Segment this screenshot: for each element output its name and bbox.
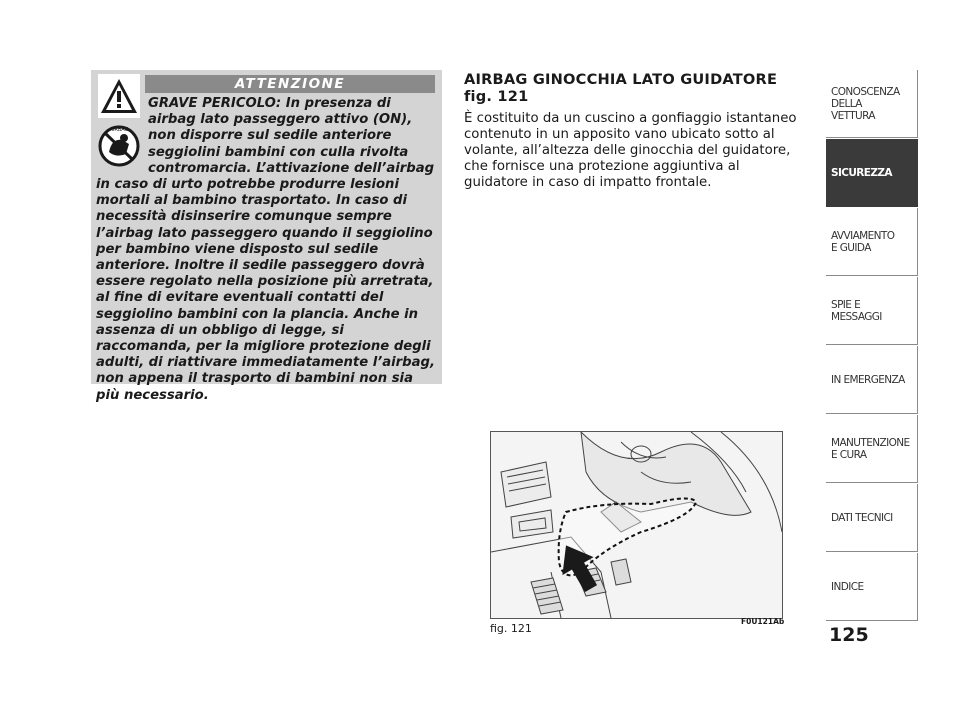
- warning-body: : In presenza di airbag lato passeggero attivo (ON), non disporre sul sedile anteriore seggiolini bambini con culla rivolta contromarcia. L’attivazione dell’airbag in caso di urto potrebbe produrre lesioni mortali al bambino trasportato. In caso di necessità disinserire comunque sempre l’airbag lato passeggero quando il seggiolino per bambino viene disposto sul sedile anteriore. Inoltre il sedile passeggero dovrà essere regolato nella posizione più arretrata, al fine di evitare eventuali contatti del seggiolino bambini con la plancia. Anche in assenza di un obbligo di legge, si raccomanda, per la migliore protezione degli adulti, di riattivare immediatamente l’airbag, non appena il trasporto di bambini non sia più necessario.: [96, 96, 435, 403]
- tab-dati-tecnici[interactable]: DATI TECNICI: [826, 484, 918, 552]
- tab-conoscenza-della-vettura[interactable]: CONOSCENZA DELLA VETTURA: [826, 70, 918, 138]
- tab-spie-e-messaggi[interactable]: SPIE E MESSAGGI: [826, 277, 918, 345]
- tab-sicurezza[interactable]: SICUREZZA: [826, 139, 918, 207]
- page-number: 125: [829, 624, 869, 646]
- section-title: [464, 71, 804, 105]
- tab-manutenzione-e-cura[interactable]: MANUTENZIONE E CURA: [826, 415, 918, 483]
- section-body: È costituito da un cuscino a gonfiaggio istantaneo contenuto in un apposito vano ubicato sotto al volante, all’altezza delle ginocchia del guidatore, che fornisce una protezione aggiuntiva al guidatore in caso di impatto frontale.: [464, 111, 797, 190]
- knee-airbag-figure: [490, 431, 783, 619]
- warning-lead: GRAVE PERICOLO: [148, 96, 276, 111]
- tab-in-emergenza[interactable]: IN EMERGENZA: [826, 346, 918, 414]
- airbag-icon-label: AIRBAG: [109, 127, 129, 133]
- section-title-line1: AIRBAG GINOCCHIA LATO GUIDATORE: [464, 71, 778, 88]
- figure-code: F0U121Ab: [741, 617, 785, 626]
- figure-caption: fig. 121: [490, 622, 532, 635]
- warning-header: ATTENZIONE: [145, 75, 435, 93]
- tab-avviamento-e-guida[interactable]: AVVIAMENTO E GUIDA: [826, 208, 918, 276]
- tab-indice[interactable]: INDICE: [826, 553, 918, 621]
- warning-text: [96, 96, 436, 404]
- section-title-line2: fig. 121: [464, 88, 529, 105]
